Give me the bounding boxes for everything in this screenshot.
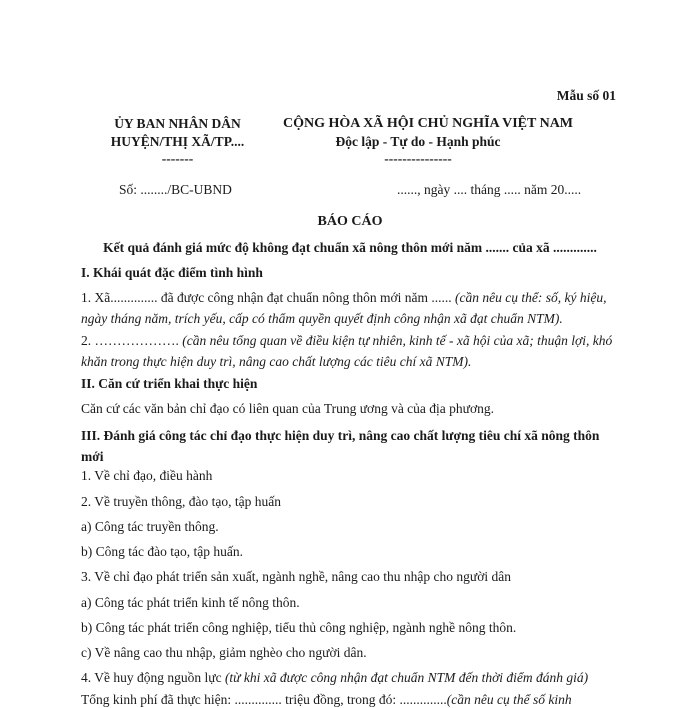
section-1-paragraph-2: [81, 330, 621, 372]
cutoff-line: [81, 692, 572, 708]
national-motto: Độc lập - Tự do - Hạnh phúc: [335, 134, 501, 149]
section-2-text: Căn cứ các văn bản chỉ đạo có liên quan của Trung ương và của địa phương.: [81, 401, 494, 416]
section-2-heading: II. Căn cứ triển khai thực hiện: [81, 376, 258, 391]
section-1-paragraph-1: [81, 287, 621, 329]
section-3-heading: III. Đánh giá công tác chỉ đạo thực hiện duy trì, nâng cao chất lượng tiêu chí xã nông thôn mới: [81, 428, 600, 464]
form-code: Mẫu số 01: [556, 88, 616, 103]
agency-level: HUYỆN/THỊ XÃ/TP....: [110, 134, 245, 149]
list-item: a) Công tác phát triển kinh tế nông thôn.: [81, 595, 300, 610]
list-item: a) Công tác truyền thông.: [81, 519, 219, 534]
list-item-4: [81, 670, 588, 686]
section-1-heading: I. Khái quát đặc điểm tình hình: [81, 265, 263, 280]
list-item: 3. Về chỉ đạo phát triển sản xuất, ngành nghề, nâng cao thu nhập cho người dân: [81, 569, 511, 584]
right-header-rule: ---------------: [384, 151, 452, 166]
report-title: BÁO CÁO: [317, 214, 383, 229]
section-1-p2-text: 2. ……………….: [81, 333, 183, 348]
cutoff-note: (cần nêu cụ thể số kinh: [446, 692, 572, 707]
section-1-p1-note: (cần nêu cụ thể: số, ký hiệu, ngày tháng năm, trích yếu, cấp có thẩm quyền quyết định công nhận xã đạt chuẩn NTM).: [81, 290, 607, 326]
report-subtitle: Kết quả đánh giá mức độ không đạt chuẩn xã nông thôn mới năm ....... của xã .............: [103, 240, 597, 255]
item-4-text: 4. Về huy động nguồn lực: [81, 670, 225, 685]
list-item: 1. Về chỉ đạo, điều hành: [81, 468, 213, 483]
cutoff-text: Tổng kinh phí đã thực hiện: .............. triệu đồng, trong đó: ..............: [81, 692, 447, 707]
list-item: b) Công tác phát triển công nghiệp, tiểu thủ công nghiệp, ngành nghề nông thôn.: [81, 620, 517, 635]
list-item: 2. Về truyền thông, đào tạo, tập huấn: [81, 494, 281, 509]
national-title: CỘNG HÒA XÃ HỘI CHỦ NGHĨA VIỆT NAM: [283, 116, 574, 131]
list-item: c) Về nâng cao thu nhập, giảm nghèo cho người dân.: [81, 645, 367, 660]
date-line: ......, ngày .... tháng ..... năm 20.....: [397, 182, 582, 197]
document-number: Số: ......../BC-UBND: [119, 182, 232, 197]
left-header-rule: -------: [161, 151, 194, 166]
section-1-p1-text: 1. Xã.............. đã được công nhận đạt chuẩn nông thôn mới năm ......: [81, 290, 456, 305]
list-item: b) Công tác đào tạo, tập huấn.: [81, 544, 243, 559]
section-1-p2-note: (cần nêu tổng quan về điều kiện tự nhiên, kinh tế - xã hội của xã; thuận lợi, khó khăn trong thực hiện duy trì, nâng cao chất lượng các tiêu chí xã NTM).: [81, 333, 613, 369]
item-4-note: (từ khi xã được công nhận đạt chuẩn NTM đến thời điểm đánh giá): [224, 670, 589, 685]
agency-name: ỦY BAN NHÂN DÂN: [114, 116, 241, 131]
